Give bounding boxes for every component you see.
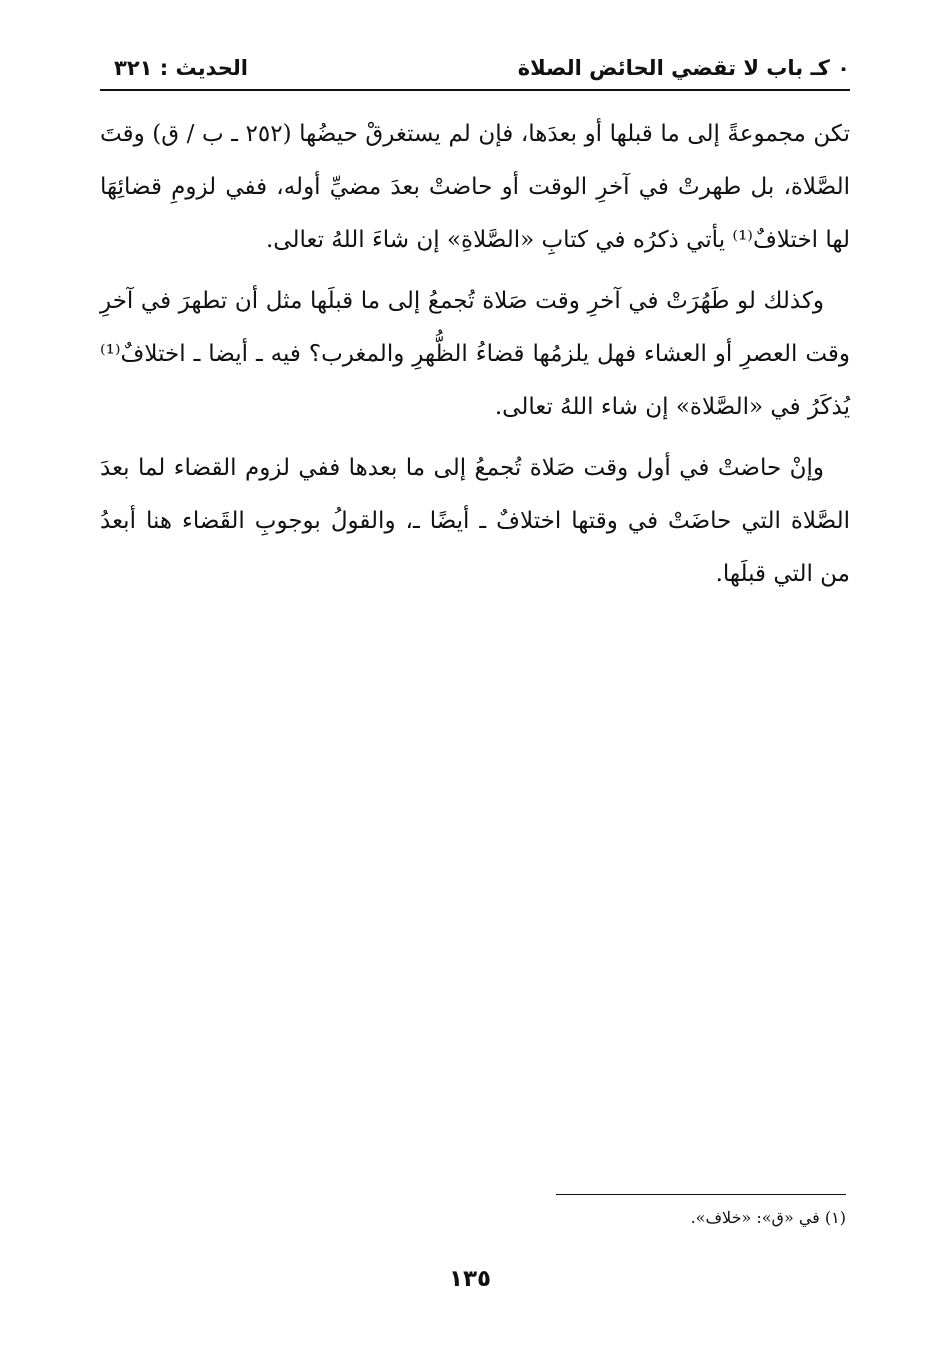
- paragraph-1: تكن مجموعةً إلى ما قبلها أو بعدَها، فإن لم يستغرقْ حيضُها (٢٥٢ ـ ب / ق) وقتَ الصَّلاة، بل طهرتْ في آخرِ الوقت أو حاضتْ بعدَ مضيِّ أوله، ففي لزومِ قضائِهَا لها اختلافٌ⁽¹⁾ يأتي ذكرُه في كتابِ «الصَّلاةِ» إن شاءَ اللهُ تعالى.: [100, 121, 851, 253]
- page-number: ١٣٥: [448, 1266, 492, 1292]
- footnote-divider: [556, 1194, 846, 1195]
- chapter-title: ٠ كـ باب لا تقضي الحائض الصلاة: [517, 56, 850, 80]
- running-header: [100, 52, 850, 92]
- header-divider: [100, 89, 850, 91]
- paragraph-3: وإنْ حاضتْ في أول وقت صَلاة تُجمعُ إلى ما بعدها ففي لزوم القضاء لما بعدَ الصَّلاة التي حاضَتْ في وقتها اختلافٌ ـ أيضًا ـ، والقولُ بوجوبِ القَضاء هنا أبعدُ من التي قبلَها.: [100, 455, 850, 587]
- paragraph-2: وكذلك لو طَهُرَتْ في آخرِ وقت صَلاة تُجمعُ إلى ما قبلَها مثل أن تطهرَ في آخرِ وقت العصرِ أو العشاء فهل يلزمُها قضاءُ الظُّهرِ والمغرب؟ فيه ـ أيضا ـ اختلافٌ⁽¹⁾ يُذكَرُ في «الصَّلاة» إن شاء اللهُ تعالى.: [100, 288, 850, 420]
- footnote-1: (١) في «ق»: «خلاف».: [690, 1208, 846, 1227]
- main-text: [100, 108, 850, 609]
- hadith-number-label: الحديث : ٣٢١: [114, 56, 248, 80]
